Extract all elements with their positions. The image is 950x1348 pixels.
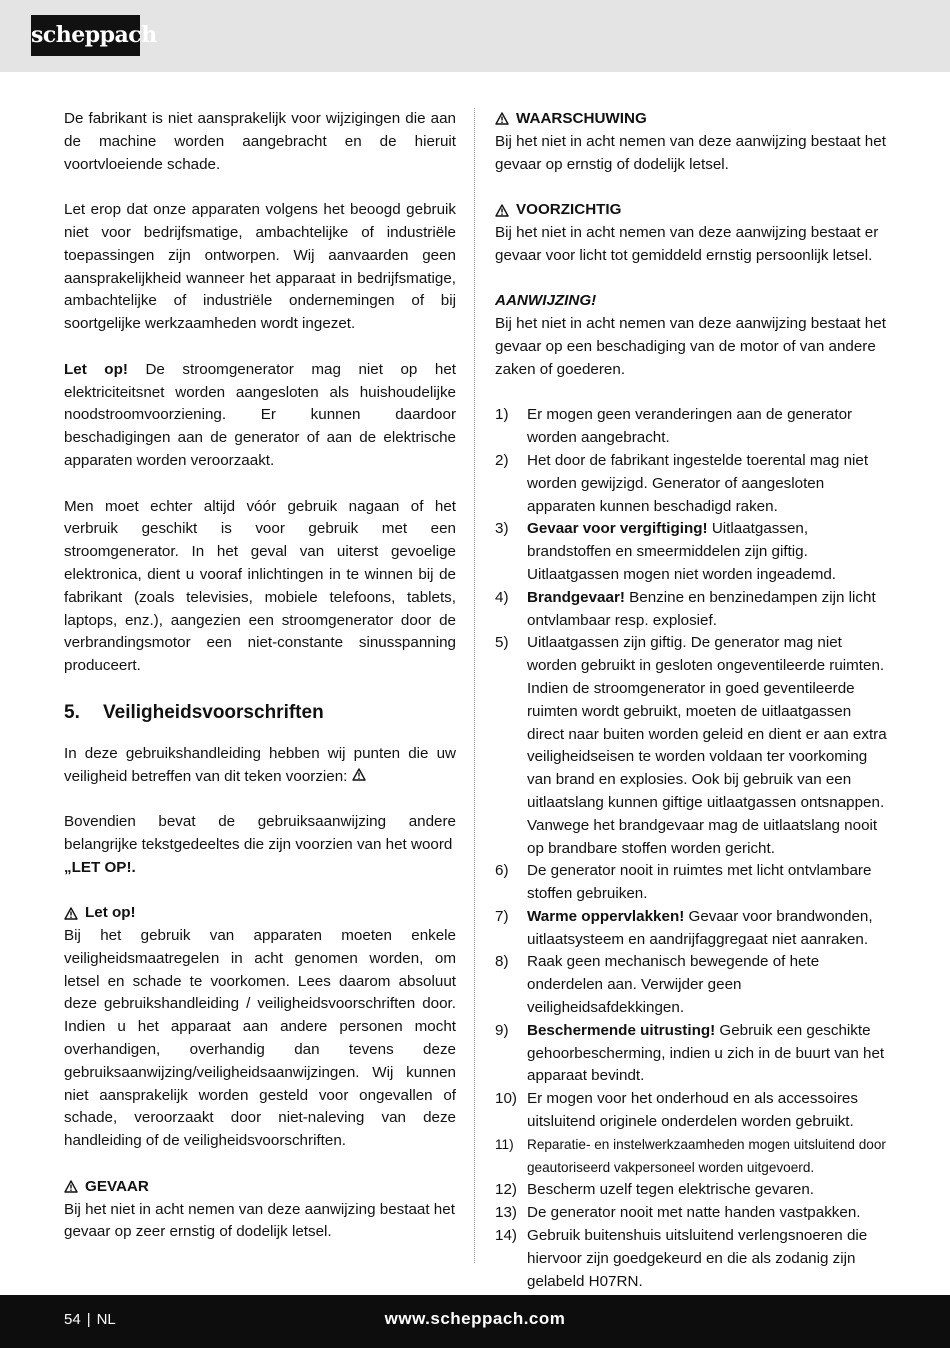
list-item: 5) Uitlaatgassen zijn giftig. De generator mag niet worden gebruikt in gesloten ongeventileerde ruimten. Indien de stroomgenerator in goed geventileerde ruimten wordt gebruikt, moeten de uitlaatgassen direct naar buiten worden geleid en dient er aan extra veiligheidseisen te worden voldaan ter voorkoming van brand en explosies. Ook bij gebruik van een uitlaatslang kunnen giftige uitlaatgassen ontsnappen. Vanwege het brandgevaar mag de uitlaatslang nooit op brandbare stoffen worden gericht.	[495, 634, 887, 857]
paragraph-intended-use: Let erop dat onze apparaten volgens het beoogd gebruik niet voor bedrijfsmatige, ambachtelijke of industriële toepassingen zijn ontworpen. Wij aanvaarden geen aansprakelijkheid wanneer het apparaat in bedrijfsmatige, ambachtelijke of industriële ondernemingen of bij soortgelijke werkzaamheden wordt ingezet.	[64, 201, 456, 333]
voorzichtig-heading: VOORZICHTIG	[495, 199, 887, 222]
warning-triangle-icon	[64, 1180, 79, 1194]
gevaar-body: Bij het niet in acht nemen van deze aanwijzing bestaat het gevaar op zeer ernstig of dodelijk letsel.	[64, 1200, 455, 1241]
let-op-word: „LET OP!.	[64, 858, 136, 876]
safety-rules-list	[495, 404, 887, 1293]
page-footer	[0, 1295, 950, 1348]
waarschuwing-body: Bij het niet in acht nemen van deze aanwijzing bestaat het gevaar op ernstig of dodelijk letsel.	[495, 132, 886, 173]
let-op-heading: Let op!	[64, 902, 456, 925]
list-item: 3) Gevaar voor vergiftiging! Uitlaatgassen, brandstoffen en smeermiddelen zijn giftig. Uitlaatgassen mogen niet worden ingeademd.	[495, 520, 837, 583]
paragraph-consumption: Men moet echter altijd vóór gebruik nagaan of het verbruik geschikt is voor gebruik met een stroomgenerator. In het geval van uiterst gevoelige elektronica, dient u vooraf inlichtingen in te winnen bij de fabrikant (zoals televisies, mobiele telefoons, tablets, laptops, enz.), aangezien een stroomgenerator door de verbrandingsmotor een niet-constante sinusspanning produceert.	[64, 497, 456, 675]
voorzichtig-body: Bij het niet in acht nemen van deze aanwijzing bestaat er gevaar voor licht tot gemiddeld ernstig persoonlijk letsel.	[495, 223, 879, 264]
right-column	[495, 108, 887, 1293]
paragraph-let-op-word	[64, 811, 456, 879]
paragraph-let-op	[64, 359, 456, 473]
waarschuwing-heading: WAARSCHUWING	[495, 108, 887, 131]
list-item: 2) Het door de fabrikant ingestelde toerental mag niet worden gewijzigd. Generator of aangesloten apparaten kunnen beschadigd raken.	[495, 451, 869, 515]
language-code: NL	[96, 1311, 116, 1328]
let-op-label: Let op!	[64, 360, 128, 378]
page-header	[0, 0, 950, 72]
list-item: 1) Er mogen geen veranderingen aan de generator worden aangebracht.	[495, 406, 853, 447]
list-item: 14) Gebruik buitenshuis uitsluitend verlengsnoeren die hiervoor zijn goedgekeurd en die als zodanig zijn gelabeld H07RN.	[495, 1227, 868, 1290]
left-column	[64, 108, 456, 1244]
section-number: 5.	[64, 701, 80, 723]
page-number: 54	[64, 1311, 81, 1328]
safety-sign-text: In deze gebruikshandleiding hebben wij punten die uw veiligheid betreffen van dit teken voorzien:	[64, 744, 456, 785]
list-item: 7) Warme oppervlakken! Gevaar voor brandwonden, uitlaatsysteem en aandrijfaggregaat niet aanraken.	[495, 907, 873, 948]
list-item: 12) Bescherm uzelf tegen elektrische gevaren.	[495, 1181, 815, 1199]
paragraph-safety-sign	[64, 743, 456, 789]
list-item: 6) De generator nooit in ruimtes met licht ontvlambare stoffen gebruiken.	[495, 862, 872, 903]
gevaar-heading: GEVAAR	[64, 1176, 456, 1199]
column-divider	[474, 108, 475, 1263]
section-heading	[64, 701, 456, 725]
website-url: www.scheppach.com	[384, 1309, 566, 1328]
warning-triangle-icon	[64, 907, 79, 921]
let-op-text: De stroomgenerator mag niet op het elektriciteitsnet worden aangesloten als huishoudelijke noodstroomvoorziening. Er kunnen daardoor beschadigingen aan de generator of aan de elektrische apparaten worden veroorzaakt.	[64, 360, 456, 469]
warning-triangle-icon	[495, 112, 510, 126]
list-item: 10) Er mogen voor het onderhoud en als accessoires uitsluitend originele onderdelen worden gebruikt.	[495, 1090, 858, 1131]
scheppach-logo: scheppach	[31, 15, 140, 56]
footer-separator: |	[86, 1311, 91, 1328]
list-item: 9) Beschermende uitrusting! Gebruik een geschikte gehoorbescherming, indien u zich in de buurt van het apparaat bevindt.	[495, 1021, 885, 1085]
list-item: 11) Reparatie- en instelwerkzaamheden mogen uitsluitend door geautoriseerd vakpersoneel worden uitgevoerd.	[495, 1136, 886, 1175]
let-op-body: Bij het gebruik van apparaten moeten enkele veiligheidsmaatregelen in acht genomen worden, om letsel en schade te voorkomen. Lees daarom absoluut deze gebruikshandleiding / veiligheidsvoorschriften door. Indien u het apparaat aan andere personen mocht overhandigen, overhandig dan tevens deze gebruiksaanwijzing/veiligheidsaanwijzingen. Wij kunnen niet aansprakelijk worden gesteld voor ongevallen of schade, veroorzaakt door niet-naleving van deze handleiding of de veiligheidsvoorschriften.	[64, 927, 456, 1150]
list-item: 8) Raak geen mechanisch bewegende of hete onderdelen aan. Verwijder geen veiligheidsafdekkingen.	[495, 953, 820, 1017]
aanwijzing-heading: AANWIJZING!	[495, 292, 597, 310]
warning-triangle-icon	[495, 204, 510, 218]
warning-triangle-icon	[352, 768, 367, 782]
aanwijzing-body: Bij het niet in acht nemen van deze aanwijzing bestaat het gevaar op een beschadiging van de motor of van andere zaken of goederen.	[495, 315, 886, 378]
list-item: 4) Brandgevaar! Benzine en benzinedampen zijn licht ontvlambaar resp. explosief.	[495, 588, 876, 629]
let-op-word-text: Bovendien bevat de gebruiksaanwijzing andere belangrijke tekstgedeeltes die zijn voorzien van het woord	[64, 813, 456, 853]
list-item: 13) De generator nooit met natte handen vastpakken.	[495, 1204, 861, 1222]
paragraph-liability: De fabrikant is niet aansprakelijk voor wijzigingen die aan de machine worden aangebracht en de hieruit voortvloeiende schade.	[64, 110, 456, 173]
section-title: Veiligheidsvoorschriften	[103, 701, 324, 723]
